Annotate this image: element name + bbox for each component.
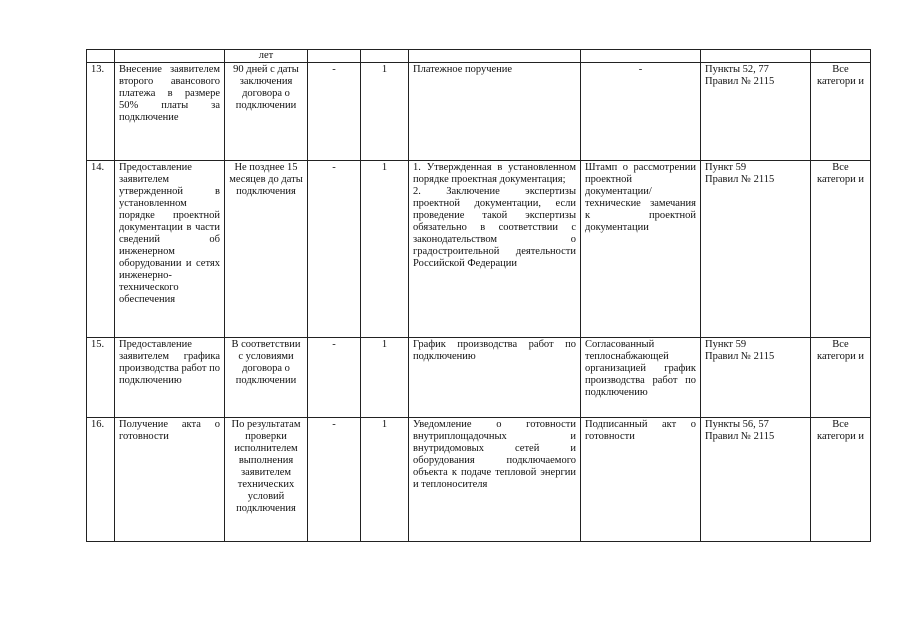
table-row [87, 63, 871, 161]
stage-description: Внесение заявителем второго авансового платежа в размере 50% платы за подключение [115, 63, 225, 161]
documents: График производства работ по подключению [409, 338, 581, 418]
category: Все категори и [811, 63, 871, 161]
result: Подписанный акт о готовности [581, 418, 701, 542]
stage-description: Получение акта о готовности [115, 418, 225, 542]
result: Штамп о рассмотрении проектной документации/технические замечания к проектной документации [581, 161, 701, 338]
stage-description: Предоставление заявителем утвержденной в установленном порядке проектной документации в части сведений об инженерном оборудовании и сетях инженерно-технического обеспечения [115, 161, 225, 338]
table-row [87, 161, 871, 338]
cell-stage [115, 50, 225, 63]
cell-docs [409, 50, 581, 63]
category: Все категори и [811, 418, 871, 542]
count-value: 1 [361, 161, 409, 338]
rules-reference: Пункты 52, 77 Правил № 2115 [701, 63, 811, 161]
cell-rules [701, 50, 811, 63]
cell-category [811, 50, 871, 63]
empty-dash: - [308, 338, 361, 418]
category: Все категори и [811, 338, 871, 418]
rules-reference: Пункты 56, 57 Правил № 2115 [701, 418, 811, 542]
documents: Уведомление о готовности внутриплощадочных и внутридомовых сетей и оборудования подключаемого объекта к подаче тепловой энергии и теплоносителя [409, 418, 581, 542]
row-number: 13. [87, 63, 115, 161]
stage-term: По результатам проверки исполнителем выполнения заявителем технических условий подключения [225, 418, 308, 542]
cell-count [361, 50, 409, 63]
count-value: 1 [361, 338, 409, 418]
row-number: 16. [87, 418, 115, 542]
result: Согласованный теплоснабжающей организацией график производства работ по подключению [581, 338, 701, 418]
documents: 1. Утвержденная в установленном порядке проектная документация; 2. Заключение экспертизы проектной документации, если проведение такой экспертизы обязательно в соответствии с законодательством о градостроительной деятельности Российской Федерации [409, 161, 581, 338]
table-row [87, 50, 871, 63]
procedure-table [86, 49, 871, 542]
stage-term: В соответствии с условиями договора о подключении [225, 338, 308, 418]
stage-term: Не позднее 15 месяцев до даты подключения [225, 161, 308, 338]
count-value: 1 [361, 63, 409, 161]
category: Все категори и [811, 161, 871, 338]
stage-term: 90 дней с даты заключения договора о подключении [225, 63, 308, 161]
cell-num [87, 50, 115, 63]
row-number: 14. [87, 161, 115, 338]
cell-dash [308, 50, 361, 63]
rules-reference: Пункт 59 Правил № 2115 [701, 161, 811, 338]
empty-dash: - [308, 63, 361, 161]
count-value: 1 [361, 418, 409, 542]
cell-term: лет [225, 50, 308, 63]
cell-result [581, 50, 701, 63]
empty-dash: - [308, 418, 361, 542]
rules-reference: Пункт 59 Правил № 2115 [701, 338, 811, 418]
table-row [87, 418, 871, 542]
table-row [87, 338, 871, 418]
documents: Платежное поручение [409, 63, 581, 161]
empty-dash: - [308, 161, 361, 338]
stage-description: Предоставление заявителем графика производства работ по подключению [115, 338, 225, 418]
result: - [581, 63, 701, 161]
row-number: 15. [87, 338, 115, 418]
